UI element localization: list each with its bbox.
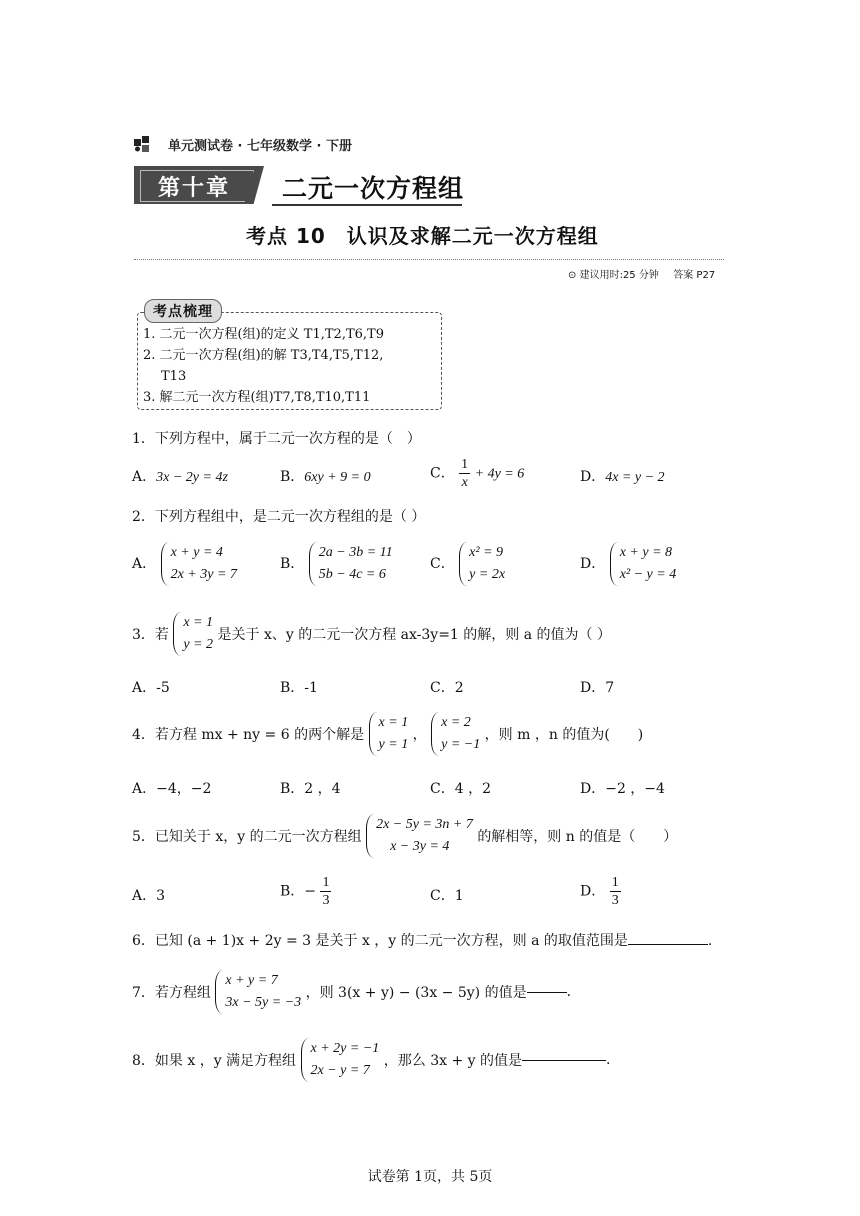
q4-option-c: C．4 ，2 — [430, 781, 491, 797]
summary-item: 3. 解二元一次方程(组)T7,T8,T10,T11 — [143, 390, 371, 405]
time-text: 建议用时:25 分钟 — [579, 270, 659, 281]
equation-system — [301, 1038, 380, 1082]
option-label: D． — [580, 556, 606, 572]
equation-system — [173, 612, 213, 656]
puzzle-icon — [132, 135, 154, 157]
option-expr: 4x = y − 2 — [605, 470, 665, 485]
option-label: C． — [430, 465, 455, 482]
answer-blank[interactable] — [628, 944, 708, 945]
equation: x² − y = 4 — [619, 567, 677, 582]
q5-post: 的解相等，则 n 的值是（ ） — [477, 829, 678, 845]
q5-pre: 5．已知关于 x，y 的二元一次方程组 — [132, 829, 362, 845]
equation: x + y = 4 — [170, 545, 223, 560]
clock-icon: ⊙ — [568, 270, 577, 281]
equation-system — [459, 542, 505, 586]
chapter-number: 第十章 — [158, 176, 231, 201]
q1-option-c — [430, 456, 524, 491]
summary-label: 考点梳理 — [144, 299, 222, 323]
period: . — [566, 984, 572, 1000]
q4-pre: 4．若方程 mx + ny = 6 的两个解是 — [132, 727, 365, 743]
equation: 5b − 4c = 6 — [318, 567, 386, 582]
q2-option-a — [132, 542, 237, 586]
option-label: B． — [280, 883, 305, 900]
period: . — [606, 1052, 611, 1068]
numerator: 1 — [611, 875, 619, 890]
equation: y = −1 — [441, 737, 481, 752]
equation: x + y = 7 — [225, 973, 278, 988]
option-label: B． — [280, 469, 305, 485]
q1-stem: 1．下列方程中，属于二元一次方程的是（ ） — [132, 431, 421, 447]
numerator: 1 — [322, 875, 330, 890]
q6-text: 6．已知 (a + 1)x + 2y = 3 是关于 x ，y 的二元一次方程，则 a 的取值范围是 — [132, 933, 628, 949]
q8-post: ，那么 3x + y 的值是 — [383, 1053, 522, 1069]
q3-pre: 3．若 — [132, 627, 169, 643]
q3-post: 是关于 x、y 的二元一次方程 ax-3y=1 的解，则 a 的值为（ ） — [217, 627, 611, 643]
equation: y = 2x — [469, 567, 506, 582]
answer-blank[interactable] — [522, 1060, 606, 1061]
q7-pre: 7．若方程组 — [132, 985, 211, 1001]
equation: x − 3y = 4 — [390, 839, 450, 854]
q5-option-c: C．1 — [430, 888, 464, 904]
q8-stem — [132, 1038, 610, 1082]
equation-system — [431, 712, 480, 756]
q1-option-a — [132, 466, 228, 486]
q1-option-d — [580, 466, 665, 486]
option-label: C． — [430, 556, 455, 572]
page-footer: 试卷第 1页，共 5页 — [367, 1169, 493, 1185]
equation: y = 1 — [378, 737, 409, 752]
denominator: x — [461, 475, 468, 490]
q3-option-b: B．-1 — [280, 680, 318, 696]
answer-ref: 答案 P27 — [673, 270, 716, 281]
equation-system — [369, 712, 409, 756]
q4-post: ，则 m ，n 的值为( ) — [484, 727, 644, 743]
q4-option-a: A．−4，−2 — [132, 781, 212, 797]
equation: x = 1 — [183, 615, 214, 630]
q5-option-d — [580, 874, 621, 909]
equation-system — [610, 542, 677, 586]
meta-line — [568, 266, 715, 281]
q6-stem — [132, 930, 712, 950]
summary-items — [143, 324, 384, 408]
q2-option-b — [280, 542, 393, 586]
equation: x + y = 8 — [619, 545, 673, 560]
option-expr: + 4y = 6 — [474, 466, 525, 482]
q4-option-d: D．−2 ，−4 — [580, 781, 665, 797]
option-label: B． — [280, 556, 305, 572]
q7-post: ，则 3(x + y) − (3x − 5y) 的值是 — [305, 985, 527, 1001]
q2-option-d — [580, 542, 676, 586]
option-label: D． — [580, 469, 606, 485]
chapter-title: 二元一次方程组 — [282, 174, 465, 203]
option-label: A． — [132, 469, 157, 485]
q7-stem — [132, 970, 571, 1014]
minus-sign: − — [304, 883, 317, 900]
chapter-underline — [272, 204, 462, 206]
period: . — [707, 933, 713, 949]
option-label: A． — [132, 556, 157, 572]
q2-stem: 2．下列方程组中，是二元一次方程组的是（ ） — [132, 509, 426, 525]
summary-item: 2. 二元一次方程(组)的解 T3,T4,T5,T12, — [143, 348, 384, 363]
option-expr: 6xy + 9 = 0 — [304, 470, 371, 485]
equation: x² = 9 — [469, 545, 504, 560]
equation: 2x + 3y = 7 — [170, 567, 237, 582]
equation: 2x − 5y = 3n + 7 — [376, 817, 473, 832]
equation-system — [161, 542, 237, 586]
fraction — [459, 456, 470, 491]
q5-stem — [132, 814, 677, 858]
q3-option-a: A．-5 — [132, 680, 170, 696]
q8-pre: 8．如果 x ，y 满足方程组 — [132, 1053, 297, 1069]
summary-item: 1. 二元一次方程(组)的定义 T1,T2,T6,T9 — [143, 327, 384, 342]
q1-option-b — [280, 466, 371, 486]
dotted-divider — [134, 259, 724, 260]
q3-stem — [132, 612, 611, 656]
chapter-banner — [134, 166, 464, 206]
equation: x = 1 — [378, 715, 409, 730]
equation: x + 2y = −1 — [310, 1041, 380, 1056]
fraction — [320, 874, 331, 909]
q4-option-b: B．2 ，4 — [280, 781, 341, 797]
equation-system — [309, 542, 393, 586]
summary-item: T13 — [161, 369, 187, 384]
equation-system — [215, 970, 301, 1014]
separator: ， — [412, 727, 427, 743]
option-expr: 3x − 2y = 4z — [156, 470, 228, 485]
q3-option-d: D．7 — [580, 680, 615, 696]
denominator: 3 — [611, 893, 619, 908]
q5-option-a: A．3 — [132, 888, 166, 904]
q4-stem — [132, 712, 643, 756]
q5-option-b — [280, 874, 331, 909]
q3-option-c: C．2 — [430, 680, 464, 696]
equation-system — [366, 814, 473, 858]
q2-option-c — [430, 542, 505, 586]
fraction — [610, 874, 621, 909]
equation: 2x − y = 7 — [310, 1063, 370, 1078]
equation: 3x − 5y = −3 — [225, 995, 302, 1010]
equation: y = 2 — [183, 637, 214, 652]
equation: 2a − 3b = 11 — [318, 545, 393, 560]
series-title: 单元测试卷 · 七年级数学 · 下册 — [168, 139, 352, 154]
denominator: 3 — [322, 893, 330, 908]
numerator: 1 — [461, 457, 469, 472]
answer-blank[interactable] — [527, 992, 567, 993]
option-label: D． — [580, 883, 606, 900]
topic-title: 考点 10 认识及求解二元一次方程组 — [246, 224, 599, 248]
equation: x = 2 — [441, 715, 471, 730]
